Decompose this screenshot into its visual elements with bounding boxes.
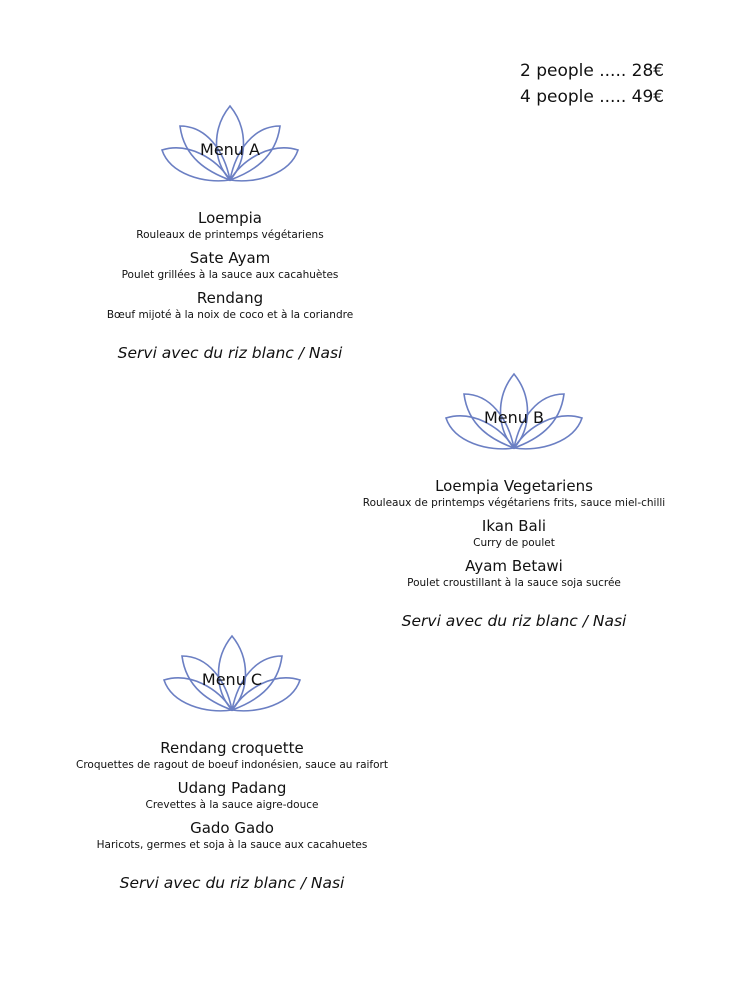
dish-name: Sate Ayam: [189, 249, 271, 267]
dish-description: Rouleaux de printemps végétariens: [136, 229, 324, 241]
dish-name: Udang Padang: [177, 779, 287, 797]
dish-name: Gado Gado: [190, 819, 274, 837]
dish-name: Ikan Bali: [481, 517, 547, 535]
price-4-people: 4 people ..... 49€: [520, 87, 665, 107]
menu-title: Menu B: [484, 408, 544, 427]
lotus-icon: [160, 100, 300, 188]
price-list: [520, 58, 664, 110]
dish-name: Loempia Vegetariens: [435, 477, 593, 495]
served-with-note: Servi avec du riz blanc / Nasi: [119, 874, 345, 892]
dish-name: Rendang croquette: [160, 739, 304, 757]
menu-title: Menu C: [201, 670, 263, 689]
menu-a: [50, 100, 410, 362]
served-with-note: Servi avec du riz blanc / Nasi: [401, 612, 627, 630]
menu-title: Menu A: [200, 140, 260, 159]
dish-description: Poulet grillées à la sauce aux cacahuètes: [121, 269, 339, 281]
dish-description: Croquettes de ragout de boeuf indonésien, sauce au raifort: [76, 759, 388, 771]
dish-description: Crevettes à la sauce aigre-douce: [145, 799, 319, 811]
dish-description: Poulet croustillant à la sauce soja sucrée: [407, 577, 621, 589]
price-2-people: 2 people ..... 28€: [520, 61, 665, 81]
menu-c: [52, 630, 412, 892]
dish-description: Haricots, germes et soja à la sauce aux cacahuetes: [96, 839, 368, 851]
dish-description: Bœuf mijoté à la noix de coco et à la coriandre: [106, 309, 354, 321]
menu-b: [334, 368, 694, 630]
dish-name: Rendang: [196, 289, 264, 307]
dish-description: Rouleaux de printemps végétariens frits, sauce miel-chilli: [362, 497, 666, 509]
lotus-icon: [444, 368, 584, 456]
lotus-icon: [162, 630, 302, 718]
dish-name: Loempia: [198, 209, 262, 227]
served-with-note: Servi avec du riz blanc / Nasi: [117, 344, 343, 362]
dish-name: Ayam Betawi: [465, 557, 563, 575]
dish-description: Curry de poulet: [473, 537, 555, 549]
